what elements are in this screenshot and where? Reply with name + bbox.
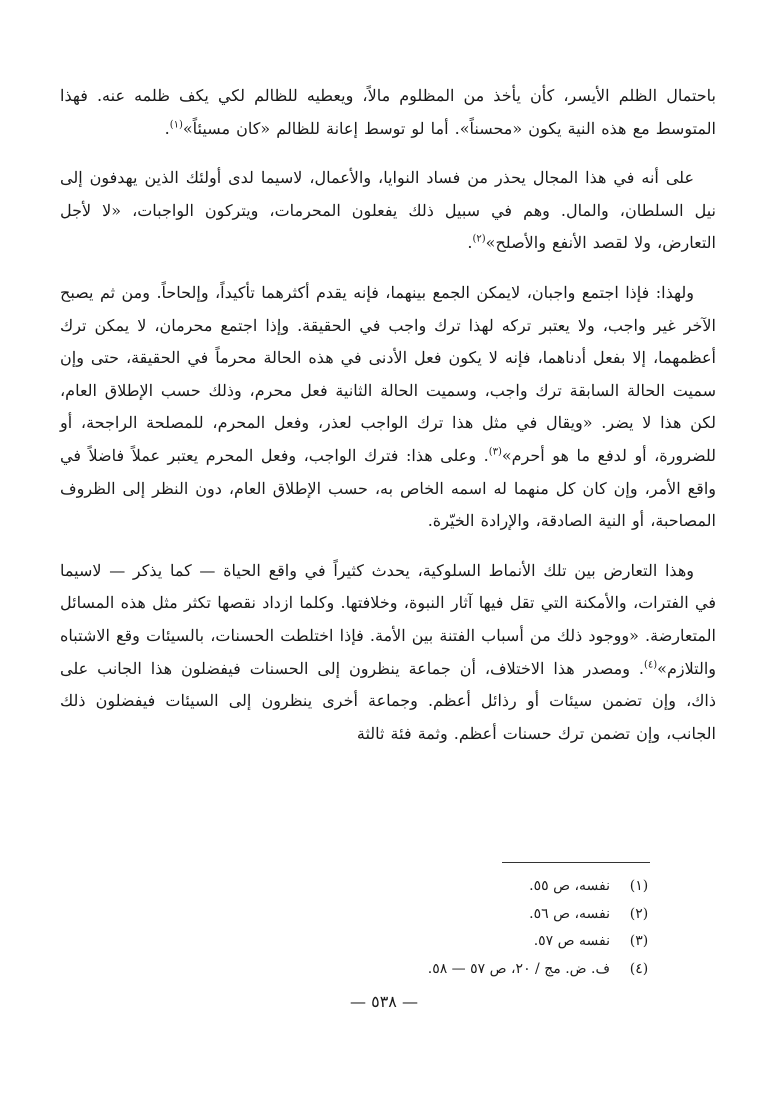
paragraph-1-tail: . (164, 118, 170, 138)
footnote-number: (١) (629, 878, 649, 894)
footnote-text: نفسه، ص ٥٦. (529, 905, 610, 922)
footnote-text: نفسه، ص ٥٥. (529, 878, 610, 894)
footnote-number: (٤) (629, 960, 649, 977)
footnote-3 (160, 928, 660, 956)
paragraph-3 (60, 277, 716, 538)
paragraph-3-text: ولهذا: فإذا اجتمع واجبان، لايمكن الجمع بينهما، فإنه يقدم أكثرهما تأكيداً، وإلحاحاً. ومن ثم يصبح الآخر غير واجب، ولا يعتبر تركه لهذا ترك واجب في الحقيقة. وإذا اجتمع محرمان، لا يمكن ترك أعظمهما، إلا بفعل أدناهما، فإنه لا يكون فعل الأدنى في هذه الحالة محرماً في الحقيقة، حتى وإن سميت الحالة السابقة ترك واجب، وسميت الحالة الثانية فعل محرم، وذلك حسب الإطلاق العام، لكن هذا لا يضر. «ويقال في مثل هذا ترك الواجب لعذر، وفعل المحرم، للمصلحة الراجحة، أو للضرورة، أو لدفع ما هو أحرم» (60, 282, 717, 465)
footnote-ref-1[interactable]: (١) (169, 119, 183, 131)
paragraph-2 (60, 162, 716, 260)
footnote-text: نفسه ص ٥٧. (533, 933, 610, 949)
paragraph-2-tail: . (467, 233, 473, 253)
footnote-4 (160, 956, 660, 984)
footnote-2 (160, 901, 660, 929)
footnote-text: ف. ض. مج / ٢٠، ص ٥٧ — ٥٨. (427, 960, 610, 977)
page-number: — ٥٣٨ — (350, 992, 418, 1011)
paragraph-3-tail: . وعلى هذا: فترك الواجب، وفعل المحرم يعتبر عملاً فاضلاً في واقع الأمر، وإن كان كل منهما له اسمه الخاص به، حسب الإطلاق العام، دون النظر إلى الظروف المصاحبة، أو النية الصادقة، والإرادة الخيّرة. (60, 445, 716, 531)
paragraph-4-tail: . ومصدر هذا الاختلاف، أن جماعة ينظرون إلى الحسنات فيفضلون هذا الجانب على ذاك، وإن تضمن سيئات أو رذائل أعظم. وجماعة أخرى ينظرون إلى السيئات فيفضلون ذلك الجانب، وإن تضمن ترك حسنات أعظم. وثمة فئة ثالثة (60, 658, 716, 743)
footnote-ref-2[interactable]: (٢) (472, 234, 486, 246)
footnote-separator (502, 862, 650, 863)
footnote-1 (160, 873, 660, 901)
body-text (60, 80, 716, 750)
footnote-number: (٢) (629, 905, 649, 922)
footnotes-list (160, 873, 660, 983)
footnote-number: (٣) (629, 933, 649, 949)
paragraph-2-text: على أنه في هذا المجال يحذر من فساد النوايا، والأعمال، لاسيما لدى أولئك الذين يهدفون إلى نيل السلطان، والمال. وهم في سبيل ذلك يفعلون المحرمات، ويتركون الواجبات، «لا لأجل التعارض، ولا لقصد الأنفع والأصلح» (60, 168, 716, 253)
paragraph-1-text: باحتمال الظلم الأيسر، كأن يأخذ من المظلوم مالاً، ويعطيه للظالم لكي يكف ظلمه عنه. فهذا المتوسط مع هذه النية يكون «محسناً». أما لو توسط إعانة للظالم «كان مسيئاً» (60, 86, 716, 138)
paragraph-4-text: وهذا التعارض بين تلك الأنماط السلوكية، يحدث كثيراً في واقع الحياة — كما يذكر — لاسيما في الفترات، والأمكنة التي تقل فيها آثار النبوة، وخلافتها. وكلما ازداد نقصها تكثر مثل هذه المسائل المتعارضة. «ووجود ذلك من أسباب الفتنة بين الأمة. فإذا اختلطت الحسنات، بالسيئات وقع الاشتباه والتلازم» (60, 560, 716, 678)
footnote-ref-3[interactable]: (٣) (488, 446, 502, 458)
paragraph-1 (60, 80, 716, 145)
paragraph-4 (60, 555, 716, 751)
footnote-ref-4[interactable]: (٤) (643, 659, 658, 671)
